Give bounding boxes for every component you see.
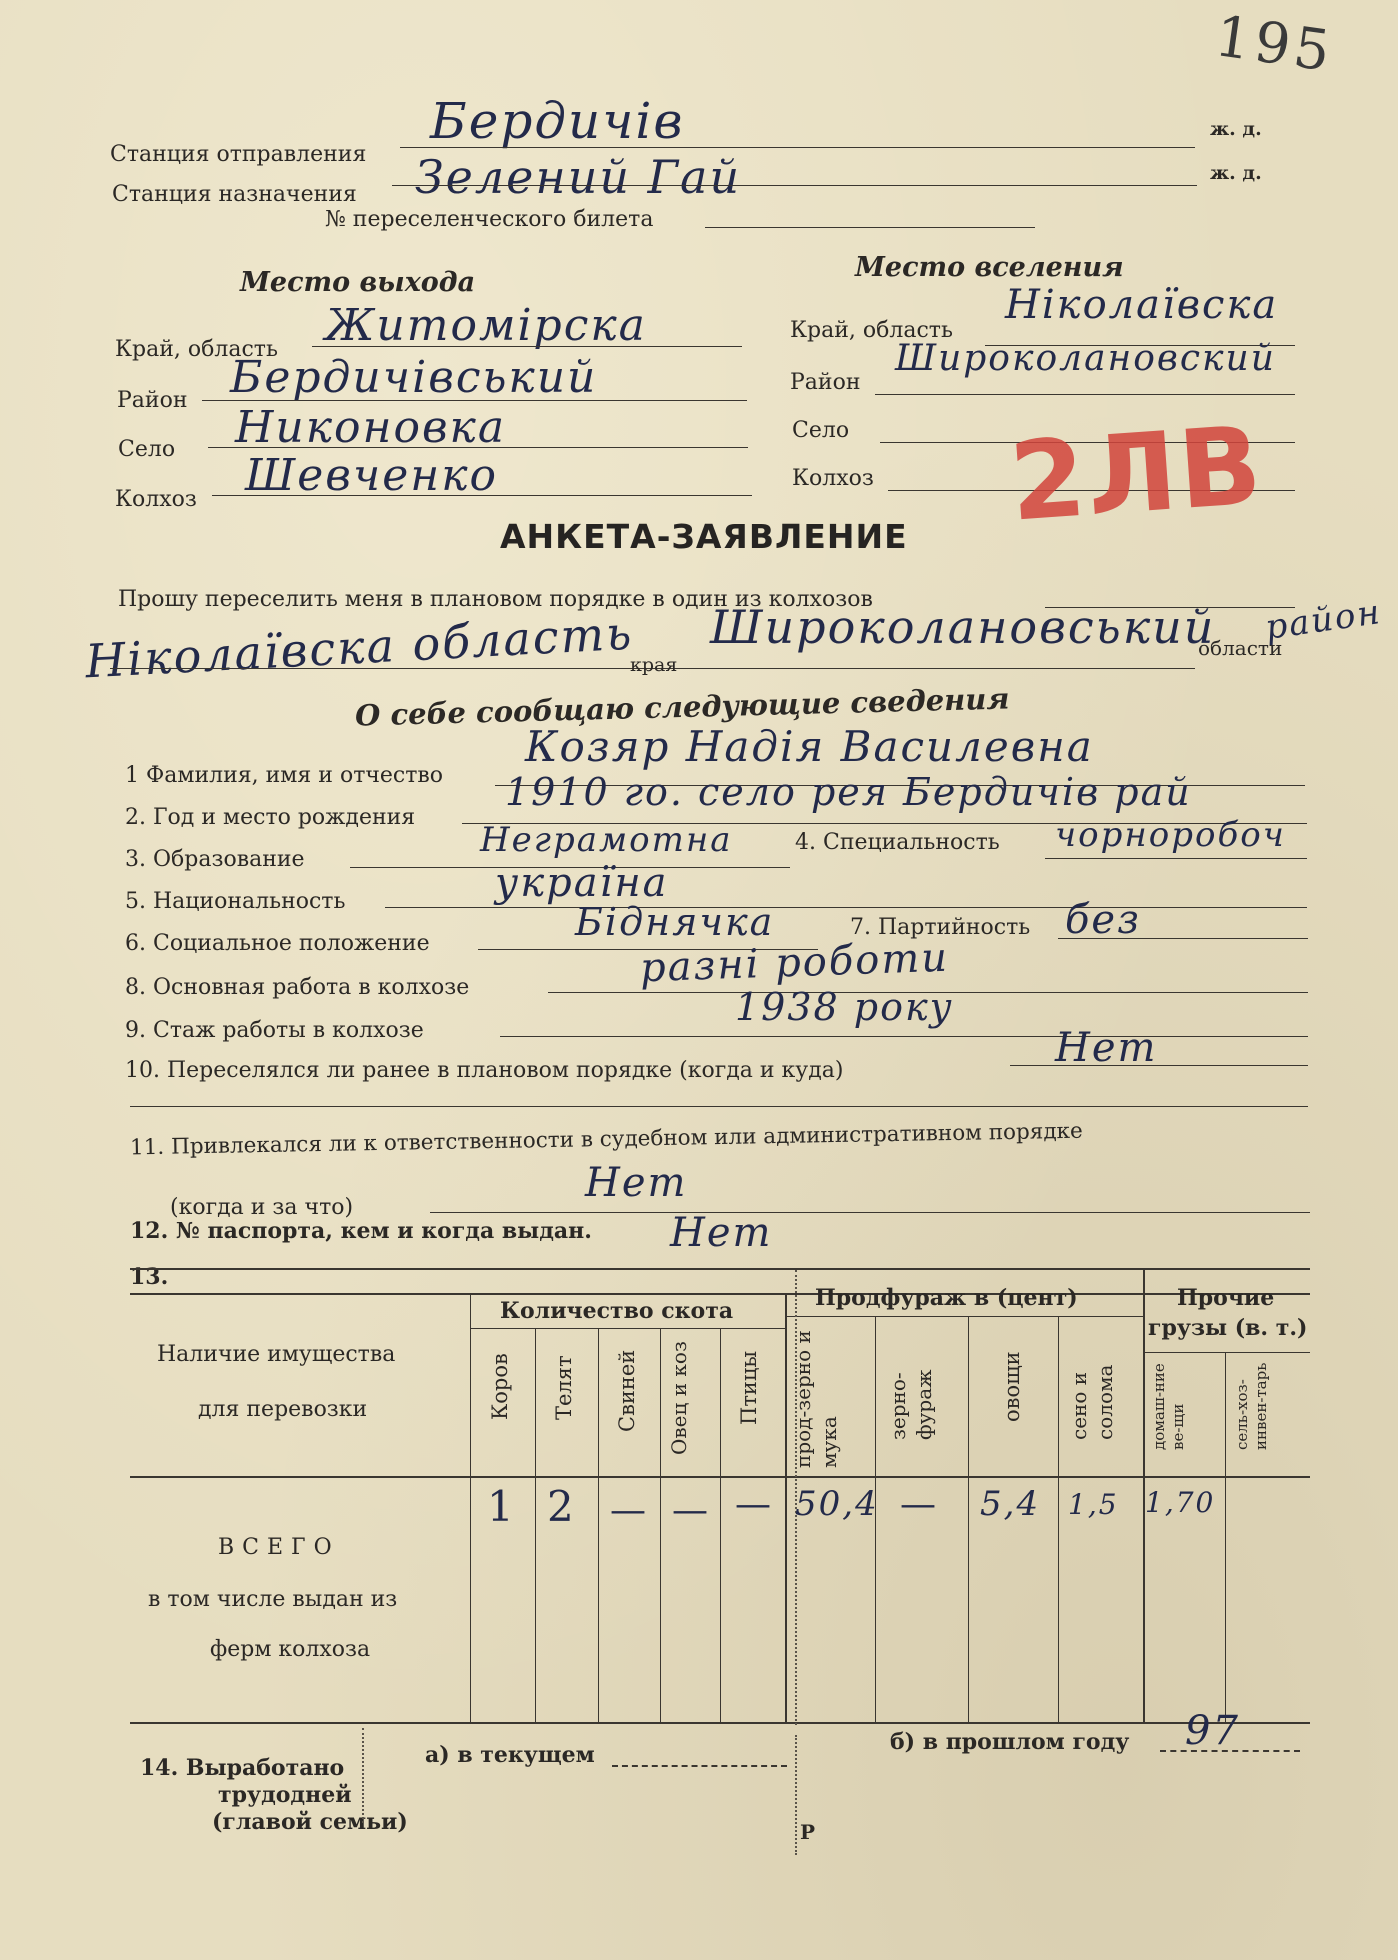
val-calves: 2 [547,1482,576,1531]
col-calves: Телят [552,1355,576,1420]
request-hand-2: Широколановський [710,600,1216,654]
workdays-label-3: (главой семьи) [212,1809,408,1835]
form-title: АНКЕТА-ЗАЯВЛЕНИЕ [500,517,908,556]
col-grain-flour: прод-зерно и мука [791,1330,841,1468]
f9-value: 1938 року [735,985,954,1029]
settle-district-value: Широколановский [895,338,1276,379]
kray-label: края [630,654,678,676]
col-cows: Коров [488,1353,512,1420]
col-fodder: зерно-фураж [886,1369,936,1440]
f4-value: чорноробоч [1055,815,1286,855]
settle-region-label: Край, область [790,318,953,343]
table-group-feed: Продфураж в (цент) [815,1285,1078,1311]
oblast-label: области [1198,636,1283,660]
col-vegetables: овощи [1000,1351,1024,1422]
col-farm-tools: сель-хоз-инвен-тарь [1233,1362,1270,1450]
val-sheep: — [672,1490,710,1531]
workdays-current-label: а) в текущем [425,1742,595,1768]
f4-label: 4. Специальность [795,830,1000,855]
f2-value: 1910 го. село рея Бердичів рай [505,770,1192,814]
exit-district-value: Бердичівський [230,352,598,403]
f10-label: 10. Переселялся ли ранее в плановом порядке (когда и куда) [125,1058,844,1083]
station-to-value: Зелений Гай [415,150,742,204]
exit-region-label: Край, область [115,337,278,362]
workdays-label-1: 14. Выработано [140,1755,345,1781]
f7-label: 7. Партийность [850,915,1031,940]
f5-value: україна [495,860,669,906]
f12-value: Нет [670,1210,773,1256]
f13-label: 13. [130,1264,169,1290]
settle-place-heading: Место вселения [855,252,1124,283]
f3-value: Неграмотна [480,820,733,860]
total-label-1: ВСЕГО [218,1535,340,1560]
exit-village-label: Село [118,437,176,462]
val-pigs: — [610,1490,648,1531]
f11-label2: (когда и за что) [170,1195,354,1220]
exit-kolkhoz-label: Колхоз [115,487,197,512]
f11-value: Нет [585,1160,688,1206]
f2-label: 2. Год и место рождения [125,805,416,830]
col-hay-straw: сено и солома [1067,1364,1117,1440]
val-birds: — [735,1484,773,1525]
val-grain-flour: 50,4 [795,1484,879,1524]
workdays-past-value: 97 [1185,1708,1240,1754]
rail-suffix-1: ж. д. [1210,118,1262,140]
request-hand-3: район [1262,592,1385,648]
f12-label: 12. № паспорта, кем и когда выдан. [130,1218,592,1244]
settle-village-label: Село [792,418,850,443]
f11-label: 11. Привлекался ли к ответственности в судебном или административном порядке [129,1118,1083,1161]
f6-value: Біднячка [575,900,775,944]
col-sheep: Овец и коз [667,1341,691,1455]
settle-district-label: Район [790,370,861,395]
val-hay-straw: 1,5 [1068,1488,1119,1521]
f1-value: Козяр Надія Василевна [525,722,1094,771]
about-heading: О себе сообщаю следующие сведения [354,681,1010,733]
f8-label: 8. Основная работа в колхозе [125,975,470,1000]
request-hand-1: Ніколаївска область [83,605,635,689]
page-number: 195 [1211,4,1338,85]
station-from-value: Бердичів [430,92,685,150]
settle-region-value: Ніколаївска [1005,282,1279,328]
table-group-other-2: грузы (в. т.) [1148,1315,1308,1341]
table-row-header-2: для перевозки [198,1397,368,1422]
settle-kolkhoz-label: Колхоз [792,466,874,491]
table-row-header-1: Наличие имущества [157,1342,396,1367]
col-birds: Птицы [737,1350,761,1425]
station-to-label: Станция назначения [112,182,357,207]
red-mark: 2ЛВ [1005,403,1268,546]
f8-value: разні роботи [639,934,950,992]
total-label-2: в том числе выдан из [148,1587,398,1612]
request-line-label: Прошу переселить меня в плановом порядке в один из колхозов [118,587,873,612]
f9-label: 9. Стаж работы в колхозе [125,1018,424,1043]
f10-value: Нет [1055,1025,1158,1071]
val-household: 1,70 [1145,1486,1216,1519]
rail-suffix-2: ж. д. [1210,162,1262,184]
exit-village-value: Никоновка [235,402,507,453]
workdays-label-2: трудодней [218,1782,352,1808]
exit-region-value: Житомірска [325,300,647,351]
total-label-3: ферм колхоза [210,1637,371,1662]
workdays-past-label: б) в прошлом году [890,1729,1130,1755]
f5-label: 5. Национальность [125,889,346,914]
exit-kolkhoz-value: Шевченко [245,450,499,501]
table-group-livestock: Количество скота [500,1298,734,1324]
f6-label: 6. Социальное положение [125,931,430,956]
val-cows: 1 [487,1482,516,1531]
table-group-other-1: Прочие [1177,1285,1275,1311]
col-pigs: Свиней [615,1349,639,1432]
f1-label: 1 Фамилия, имя и отчество [125,763,444,788]
val-vegetables: 5,4 [980,1484,1041,1524]
f3-label: 3. Образование [125,847,305,872]
footer-letter: Р [800,1820,816,1844]
f7-value: без [1065,897,1141,943]
exit-district-label: Район [117,388,188,413]
station-from-label: Станция отправления [110,142,367,167]
col-household: домаш-ние ве-щи [1150,1363,1187,1450]
val-fodder: — [900,1484,938,1525]
ticket-label: № переселенческого билета [325,207,654,232]
exit-place-heading: Место выхода [240,267,476,298]
